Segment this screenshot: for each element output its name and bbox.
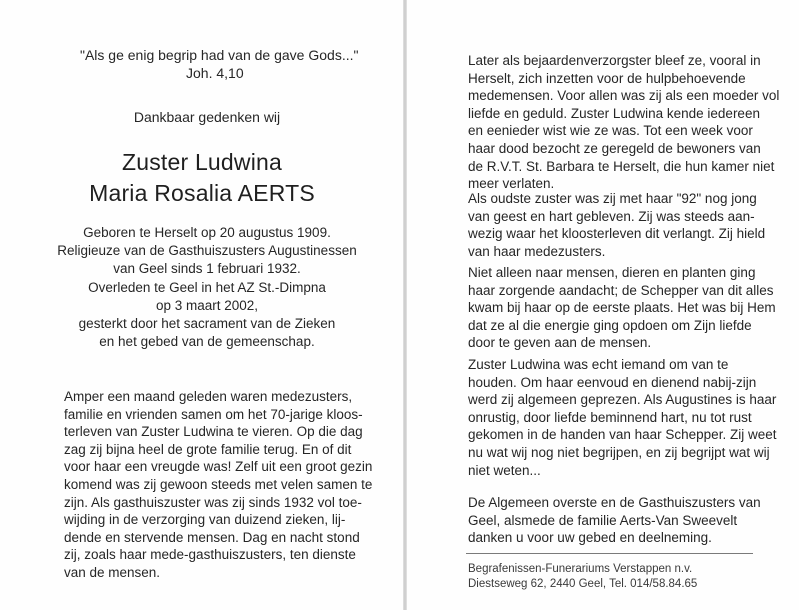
quote-reference: Joh. 4,10 [186, 65, 244, 81]
text-line: houden. Om haar eenvoud en dienend nabij-zijn [468, 374, 757, 390]
right-paragraph-3 [468, 264, 776, 352]
text-line: familie en vrienden samen om het 70-jarige kloos- [64, 406, 363, 422]
text-line: haar zorgende aandacht; de Schepper van dit alles [468, 282, 774, 298]
bio-line: Religieuze van de Gasthuiszusters Augustinessen [57, 243, 357, 259]
text-line: Geel, alsmede de familie Aerts-Van Sweevelt [468, 512, 738, 528]
text-line: van geest en hart gebleven. Zij was steeds aan- [468, 208, 755, 224]
text-line: Later als bejaardenverzorgster bleef ze, vooral in [468, 53, 761, 68]
bio-line: op 3 maart 2002, [155, 297, 259, 313]
right-paragraph-1 [468, 52, 780, 193]
bio-line: Geboren te Herselt op 20 augustus 1909. [83, 225, 331, 240]
text-line: Zuster Ludwina was echt iemand om van te [468, 357, 729, 372]
religious-name: Zuster Ludwina [121, 149, 283, 175]
text-line: medemensen. Voor allen was zij als een moeder vol [468, 88, 780, 104]
text-line: zij, zoals haar mede-gasthuiszusters, ten dienste [64, 547, 356, 563]
bible-quote [80, 46, 380, 82]
bio-line: van Geel sinds 1 februari 1932. [113, 261, 301, 277]
text-line: dat ze al die energie ging opdoen om Zijn liefde [468, 317, 752, 333]
text-line: zag zij bijna heel de grote familie terug. En of dit [64, 441, 352, 457]
thanks-paragraph [468, 494, 765, 547]
bio-line: Overleden te Geel in het AZ St.-Dimpna [88, 279, 326, 295]
biography-block [0, 224, 404, 351]
funeral-home-info [468, 562, 768, 592]
text-line: zijn. Als gasthuiszuster was zij sinds 1932 vol toe- [64, 494, 362, 510]
text-line: Amper een maand geleden waren medezusters, [64, 389, 353, 404]
funeral-home-name: Begrafenissen-Funerariums Verstappen n.v. [468, 563, 693, 575]
text-line: Als oudste zuster was zij met haar "92" nog jong [468, 191, 757, 206]
text-line: danken u voor uw gebed en deelneming. [468, 530, 712, 546]
text-line: Herselt, zich inzetten voor de hulpbehoevende [468, 70, 746, 86]
bio-line: en het gebed van de gemeenschap. [99, 334, 315, 350]
text-line: onrustig, door liefde beminnend hart, nu tot rust [468, 409, 752, 425]
text-line: wijding in de verzorging van duizend zieken, lij- [64, 512, 346, 528]
text-line: meer verlaten. [468, 176, 555, 192]
text-line: en eenieder wist wie ze was. Tot een week voor [468, 123, 753, 139]
bio-line: gesterkt door het sacrament van de Zieken [78, 316, 336, 332]
text-line: kwam bij haar op de eerste plaats. Het was bij Hem [468, 300, 776, 316]
divider-line [466, 553, 753, 554]
text-line: De Algemeen overste en de Gasthuiszusters van [468, 495, 761, 510]
right-paragraph-4 [468, 356, 777, 479]
text-line: terleven van Zuster Ludwina te vieren. Op die dag [64, 424, 363, 440]
text-line: voor haar een vreugde was! Zelf uit een groot gezin [64, 459, 373, 475]
memorial-paragraph [64, 388, 373, 582]
text-line: liefde en geduld. Zuster Ludwina kende iedereen [468, 105, 760, 121]
text-line: niet weten... [468, 462, 541, 478]
text-line: van haar medezusters. [468, 243, 606, 259]
text-line: dende en stervende mensen. Dag en nacht stond [64, 529, 360, 545]
civil-name: Maria Rosalia AERTS [89, 180, 315, 206]
text-line: de R.V.T. St. Barbara te Herselt, die hun kamer niet [468, 158, 775, 174]
intro-text: Dankbaar gedenken wij [133, 109, 281, 125]
text-line: Niet alleen naar mensen, dieren en planten ging [468, 265, 756, 280]
text-line: van de mensen. [64, 564, 161, 580]
text-line: komend was zij gewoon steeds met velen samen te [64, 476, 373, 492]
text-line: door te geven aan de mensen. [468, 335, 652, 351]
funeral-home-address: Diestseweg 62, 2440 Geel, Tel. 014/58.84.65 [468, 578, 698, 590]
text-line: gekomen in de handen van haar Schepper. Zij weet [468, 427, 777, 443]
right-paragraph-2 [468, 190, 765, 260]
text-line: nu wat wij nog niet begrijpen, en zij begrijpt wat wij [468, 444, 770, 460]
text-line: haar dood bezocht ze geregeld de bewoners van [468, 140, 761, 156]
quote-text: "Als ge enig begrip had van de gave Gods..." [80, 47, 359, 63]
text-line: wezig waar het kloosterleven dit verlangt. Zij hield [468, 226, 766, 242]
text-line: werd zij algemeen geprezen. Als Augustines is haar [468, 392, 777, 408]
